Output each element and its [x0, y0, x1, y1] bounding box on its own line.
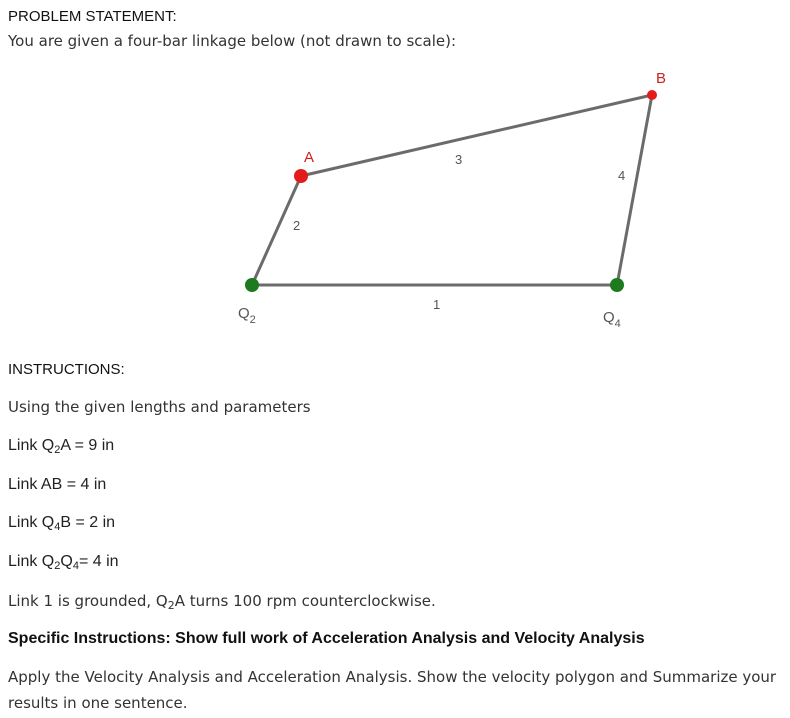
label-q4 [603, 309, 621, 330]
four-bar-linkage-diagram [0, 0, 790, 350]
pin-a [294, 169, 308, 183]
grounded-statement [8, 592, 436, 612]
label-b: B [656, 70, 667, 87]
link-q4b-spec [8, 514, 115, 533]
link-q4b-sub: 4 [54, 521, 61, 533]
link-q4b-post: B = 2 in [60, 514, 116, 531]
link-label-4: 4 [618, 168, 626, 183]
problem-intro: You are given a four-bar linkage below (not drawn to scale): [8, 32, 457, 50]
grounded-sub: 2 [167, 599, 175, 612]
link-4 [617, 95, 652, 285]
link-q2a-spec [8, 437, 114, 456]
apply-instruction-line-1: Apply the Velocity Analysis and Acceleration Analysis. Show the velocity polygon and Summarize your [8, 668, 777, 686]
link-q2q4-pre: Link Q [8, 553, 55, 570]
link-q2a-pre: Link Q [8, 437, 55, 454]
link-q2q4-sub1: 2 [54, 560, 61, 572]
label-q4-sub: 4 [614, 318, 621, 330]
link-3 [301, 95, 652, 176]
label-q2-sub: 2 [249, 314, 256, 326]
ground-pin-q4 [610, 278, 624, 292]
link-label-1: 1 [433, 297, 441, 312]
link-q2q4-mid: Q [60, 553, 73, 570]
link-q2a-post: A = 9 in [60, 437, 115, 454]
label-q4-base: Q [603, 309, 615, 326]
links [252, 95, 652, 285]
ground-pin-q2 [245, 278, 259, 292]
link-q2q4-sub2: 4 [72, 560, 79, 572]
link-q2a-sub: 2 [54, 444, 61, 456]
pin-b [647, 90, 657, 100]
link-label-3: 3 [455, 152, 463, 167]
label-q2 [238, 305, 256, 326]
instructions-intro: Using the given lengths and parameters [8, 398, 311, 416]
link-q4b-pre: Link Q [8, 514, 55, 531]
label-q2-base: Q [238, 305, 250, 322]
grounded-pre: Link 1 is grounded, Q [8, 592, 168, 610]
label-a: A [304, 149, 315, 166]
link-ab-spec: Link AB = 4 in [8, 476, 107, 493]
specific-instructions: Specific Instructions: Show full work of Acceleration Analysis and Velocity Analysis [8, 630, 645, 647]
link-q2q4-spec [8, 553, 119, 572]
grounded-post: A turns 100 rpm counterclockwise. [174, 592, 436, 610]
link-q2q4-post: = 4 in [78, 553, 119, 570]
problem-statement-title: PROBLEM STATEMENT: [8, 8, 177, 25]
link-label-2: 2 [293, 218, 301, 233]
apply-instruction-line-2: results in one sentence. [8, 694, 188, 712]
instructions-title: INSTRUCTIONS: [8, 361, 125, 378]
